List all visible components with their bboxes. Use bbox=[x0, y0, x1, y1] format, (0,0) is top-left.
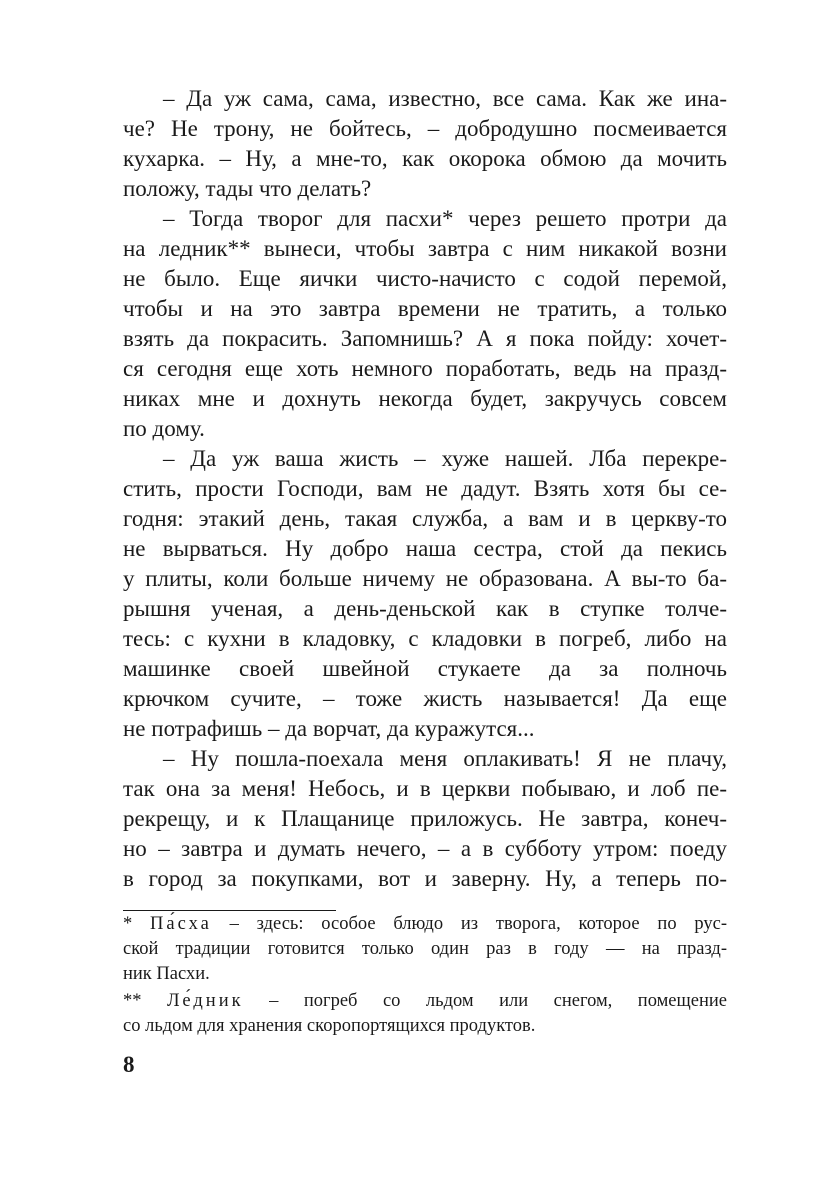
footnote-2-line-1 bbox=[123, 989, 727, 1014]
text-line-27: в город за покупками, вот и заверну. Ну, а теперь по- bbox=[123, 866, 727, 891]
text-line-6: на ледник** вынеси, чтобы завтра с ним никакой возни bbox=[123, 236, 727, 261]
text-line-18: рышня ученая, а день-деньской как в ступке толче- bbox=[123, 596, 727, 621]
text-line-5: – Тогда творог для пасхи* через решето протри да bbox=[163, 206, 727, 231]
text-line-10: ся сегодня еще хоть немного поработать, ведь на празд- bbox=[123, 356, 727, 381]
text-line-22: не потрафишь – да ворчат, да куражутся... bbox=[123, 716, 535, 741]
text-line-13: – Да уж ваша жисть – хуже нашей. Лба перекре- bbox=[163, 446, 727, 471]
footnote-2-definition: – погреб со льдом или снегом, помещение bbox=[243, 991, 727, 1011]
text-line-26: но – завтра и думать нечего, – а в субботу утром: поеду bbox=[123, 836, 727, 861]
text-line-25: рекрещу, и к Плащанице приложусь. Не завтра, конеч- bbox=[123, 806, 727, 831]
footnote-2-term: Ле́дник bbox=[167, 991, 244, 1011]
text-line-21: крючком сучите, – тоже жисть называется! Да еще bbox=[123, 686, 727, 711]
text-line-23: – Ну пошла-поехала меня оплакивать! Я не плачу, bbox=[163, 746, 727, 771]
text-line-8: чтобы и на это завтра времени не тратить, а только bbox=[123, 296, 727, 321]
text-line-16: не вырваться. Ну добро наша сестра, стой да пекись bbox=[123, 536, 727, 561]
text-line-4: положу, тады что делать? bbox=[123, 176, 372, 201]
footnote-1-term: Па́сха bbox=[150, 914, 212, 934]
text-line-9: взять да покрасить. Запомнишь? А я пока пойду: хочет- bbox=[123, 326, 727, 351]
text-line-3: кухарка. – Ну, а мне-то, как окорока обмою да мочить bbox=[123, 146, 727, 171]
text-line-11: никах мне и дохнуть некогда будет, закручусь совсем bbox=[123, 386, 727, 411]
text-line-17: у плиты, коли больше ничему не образована. А вы-то ба- bbox=[123, 566, 727, 591]
footnote-1-definition: – здесь: особое блюдо из творога, которое по рус- bbox=[211, 914, 727, 934]
footnote-1-mark: * bbox=[123, 914, 151, 934]
text-line-2: че? Не трону, не бойтесь, – добродушно посмеивается bbox=[123, 116, 727, 141]
text-line-15: годня: этакий день, такая служба, а вам и в церкву-то bbox=[123, 506, 727, 531]
text-line-14: стить, прости Господи, вам не дадут. Взять хотя бы се- bbox=[123, 476, 727, 501]
text-line-7: не было. Еще яички чисто-начисто с содой перемой, bbox=[123, 266, 727, 291]
footnote-divider bbox=[123, 910, 336, 911]
footnote-1-line-1 bbox=[123, 912, 727, 937]
text-line-1: – Да уж сама, сама, известно, все сама. Как же ина- bbox=[163, 86, 727, 111]
footnote-1-line-3: ник Пасхи. bbox=[123, 964, 210, 984]
text-line-19: тесь: с кухни в кладовку, с кладовки в погреб, либо на bbox=[123, 626, 727, 651]
footnote-1-line-2: ской традиции готовится только один раз в году — на празд- bbox=[123, 939, 727, 959]
text-line-24: так она за меня! Небось, и в церкви побываю, и лоб пе- bbox=[123, 776, 727, 801]
page-number: 8 bbox=[123, 1052, 135, 1077]
footnote-2-line-2: со льдом для хранения скоропортящихся продуктов. bbox=[123, 1016, 536, 1036]
text-line-12: по дому. bbox=[123, 416, 205, 441]
footnote-2-mark: ** bbox=[123, 991, 167, 1011]
text-line-20: машинке своей швейной стукаете да за полночь bbox=[123, 656, 727, 681]
